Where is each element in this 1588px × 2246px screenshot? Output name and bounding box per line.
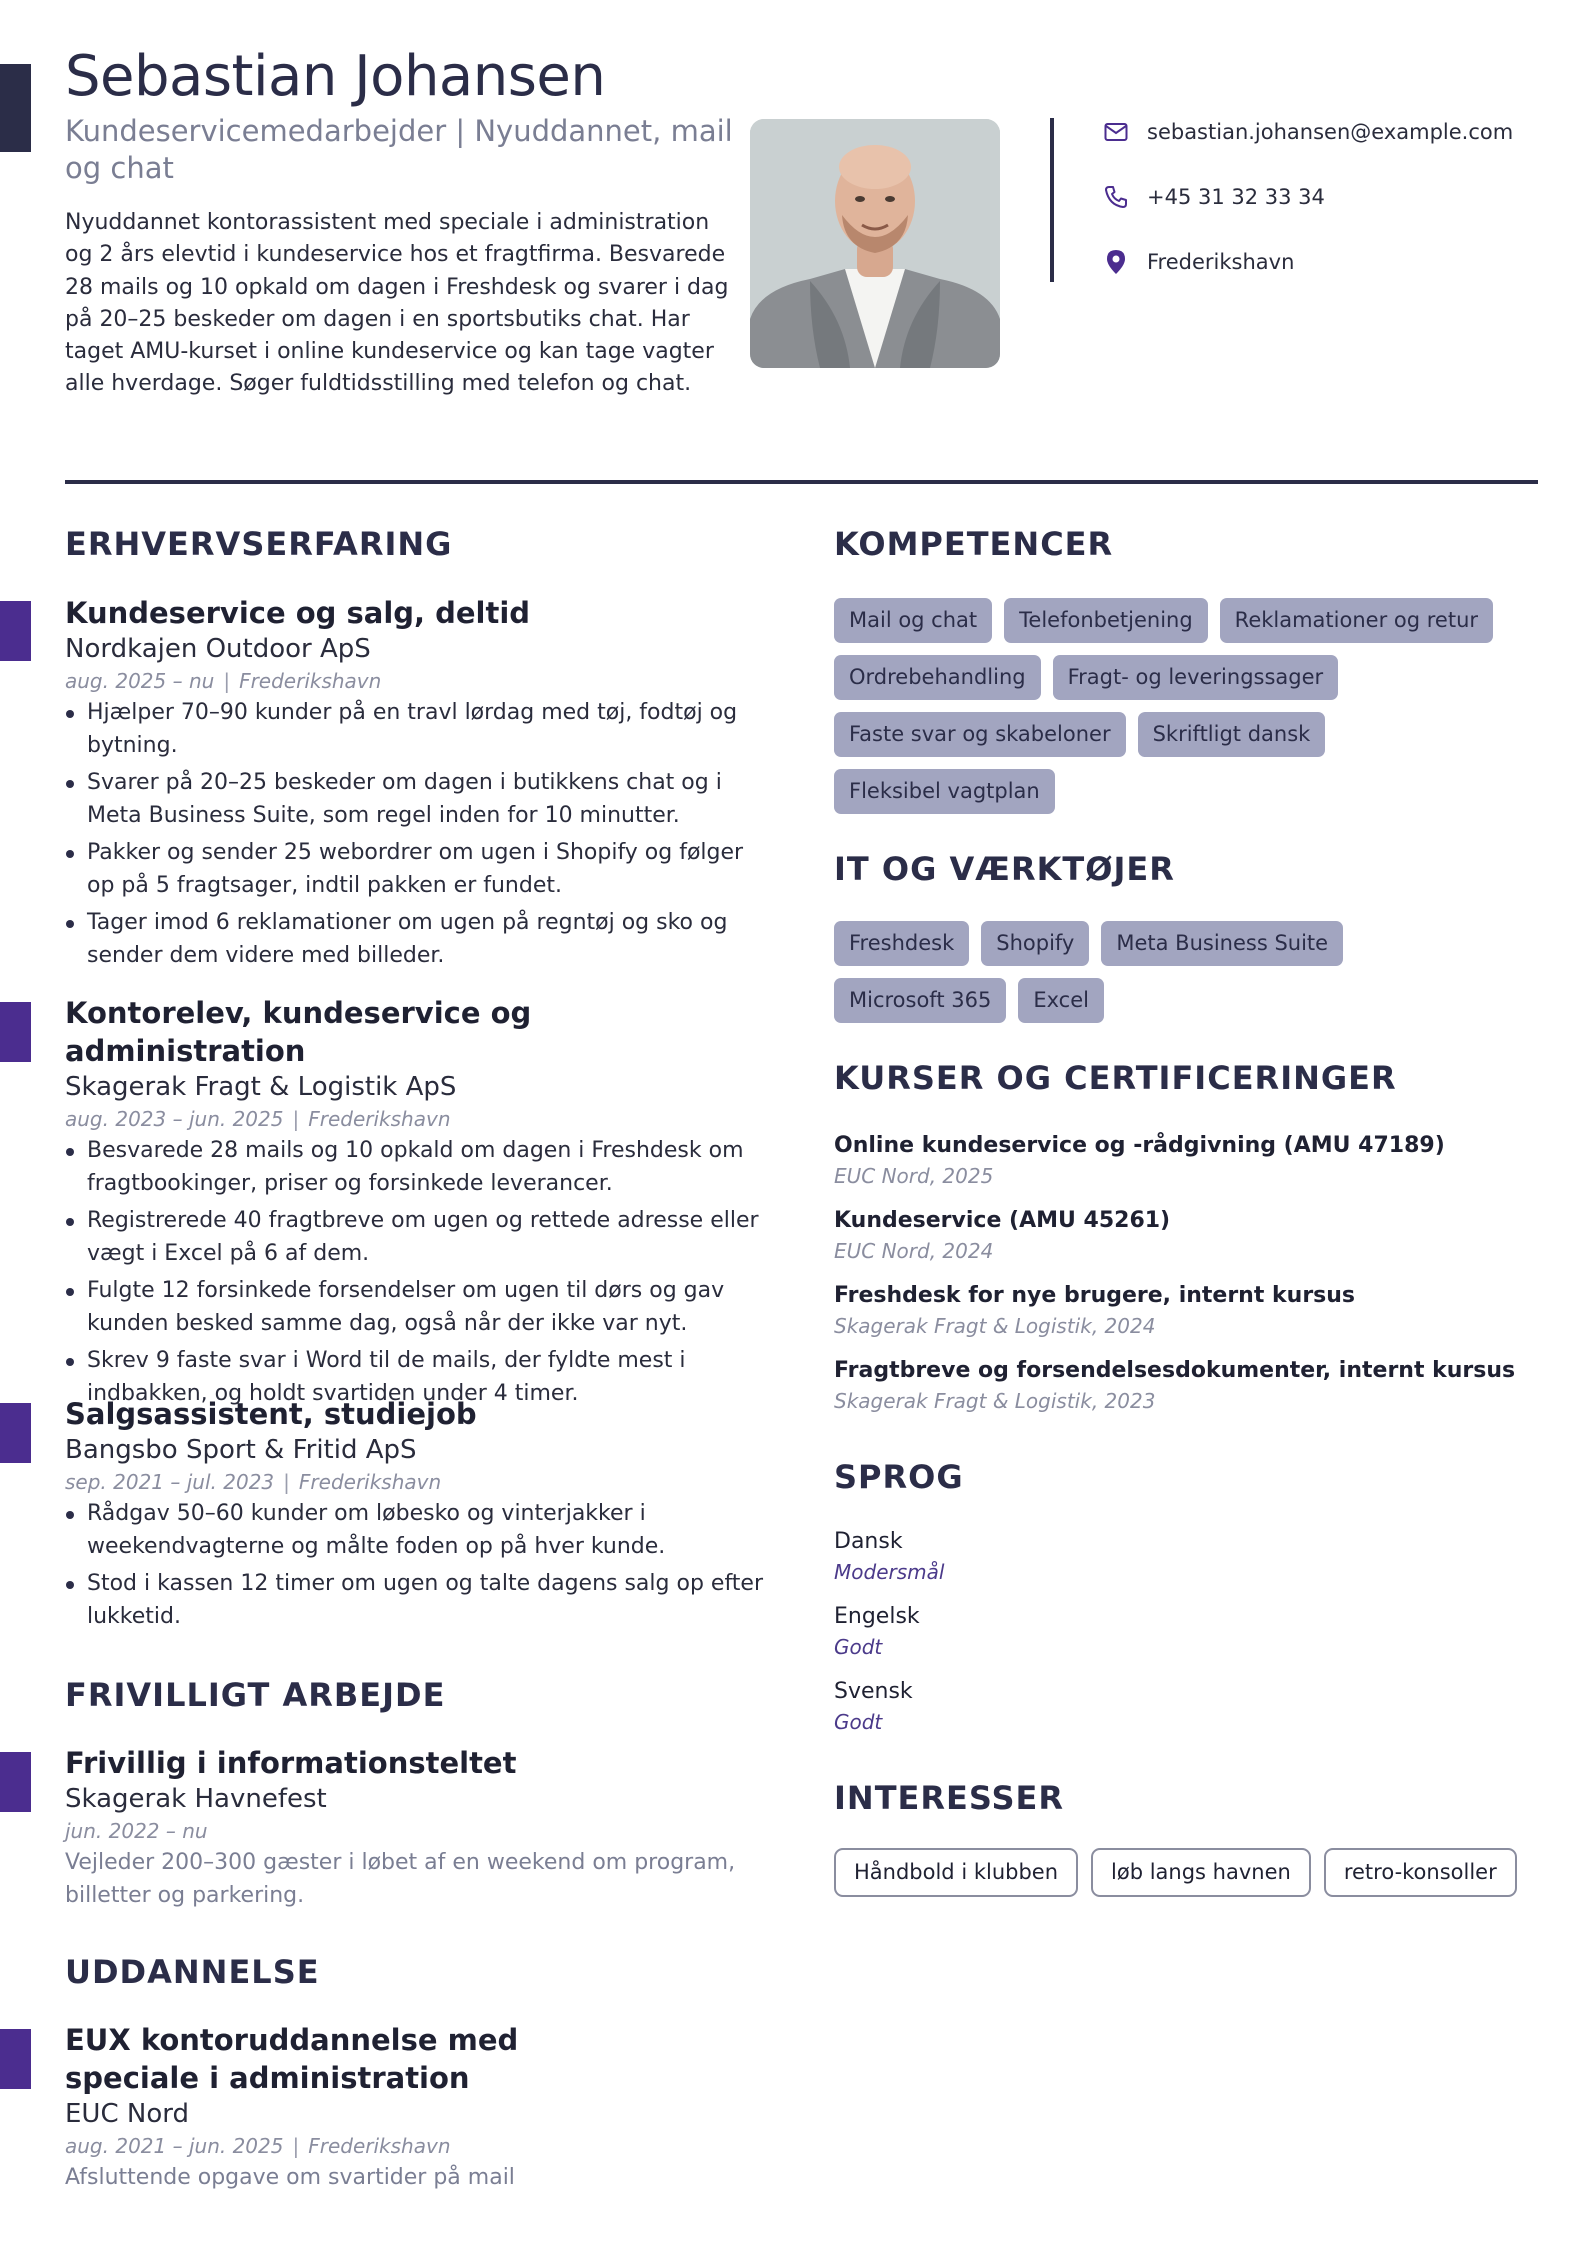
job-bullets [65,1134,765,1410]
course-name: Freshdesk for nye brugere, internt kursus [834,1283,1356,1308]
job-bullet: Skrev 9 faste svar i Word til de mails, der fyldte mest i indbakken, og holdt svartiden under 4 timer. [65,1344,765,1410]
job-location: Frederikshavn [239,669,382,693]
course-source: Skagerak Fragt & Logistik, 2024 [834,1314,1156,1338]
tool-chip: Microsoft 365 [834,978,1006,1023]
job-entry [65,994,765,1414]
course-item [834,1356,1534,1416]
job-bullets [65,696,765,972]
header-accent-bar [0,64,31,152]
language-name: Engelsk [834,1604,920,1629]
course-item [834,1206,1534,1266]
language-level: Godt [834,1635,883,1659]
contact-divider [1050,118,1054,282]
section-title-languages: SPROG [834,1458,964,1496]
education-dates: aug. 2021 – jun. 2025 [65,2134,284,2158]
job-bullet: Besvarede 28 mails og 10 opkald om dagen i Freshdesk om fragtbookinger, priser og forsinkede leverancer. [65,1134,765,1200]
job-org: Nordkajen Outdoor ApS [65,634,371,664]
education-location: Frederikshavn [308,2134,451,2158]
skill-chip: Reklamationer og retur [1220,598,1493,643]
email-text: sebastian.johansen@example.com [1147,120,1514,144]
job-dates: aug. 2025 – nu [65,669,215,693]
job-location: Frederikshavn [298,1470,442,1494]
skill-chip: Mail og chat [834,598,992,643]
section-title-skills: KOMPETENCER [834,525,1114,563]
course-item [834,1131,1534,1191]
job-entry [65,594,765,976]
language-name: Dansk [834,1529,903,1554]
candidate-name: Sebastian Johansen [65,44,606,109]
mail-icon [1103,119,1129,145]
skill-chip: Faste svar og skabeloner [834,712,1126,757]
tool-chip: Shopify [981,921,1089,966]
language-level: Godt [834,1710,883,1734]
course-name: Online kundeservice og -rådgivning (AMU 47189) [834,1133,1445,1158]
skills-chip-list [834,598,1534,826]
job-dates: sep. 2021 – jul. 2023 [65,1470,275,1494]
job-bullet: Pakker og sender 25 webordrer om ugen i Shopify og følger op på 5 fragtsager, indtil pakken er fundet. [65,836,765,902]
contact-location [1103,249,1294,275]
education-accent-bar [0,2029,31,2089]
contact-phone[interactable] [1103,184,1325,210]
tool-chip: Meta Business Suite [1101,921,1343,966]
section-title-courses: KURSER OG CERTIFICERINGER [834,1059,1397,1097]
candidate-headline: Kundeservicemedarbejder | Nyuddannet, mail og chat [65,114,733,185]
interest-chip: Håndbold i klubben [834,1848,1078,1897]
language-name: Svensk [834,1679,913,1704]
education-meta: aug. 2021 – jun. 2025 | Frederikshavn [65,2134,451,2158]
job-accent-bar [0,601,31,661]
job-dates: aug. 2023 – jun. 2025 [65,1107,284,1131]
section-title-education: UDDANNELSE [65,1953,320,1991]
job-bullet: Stod i kassen 12 timer om ugen og talte dagens salg op efter lukketid. [65,1567,765,1633]
tool-chip: Freshdesk [834,921,969,966]
volunteer-title: Frivillig i informationsteltet [65,1746,517,1780]
education-entry [65,2021,645,2194]
interests-chip-list [834,1848,1530,1897]
profile-photo [750,119,1000,368]
job-title: Kundeservice og salg, deltid [65,596,531,630]
section-title-experience: ERHVERVSERFARING [65,525,453,563]
course-source: Skagerak Fragt & Logistik, 2023 [834,1389,1156,1413]
location-pin-icon [1103,249,1129,275]
job-meta: aug. 2025 – nu | Frederikshavn [65,669,382,693]
education-org: EUC Nord [65,2099,189,2129]
course-name: Fragtbreve og forsendelsesdokumenter, internt kursus [834,1358,1516,1383]
job-entry [65,1395,765,1637]
section-title-interests: INTERESSER [834,1779,1065,1817]
job-bullet: Hjælper 70–90 kunder på en travl lørdag med tøj, fodtøj og bytning. [65,696,765,762]
profile-summary: Nyuddannet kontorassistent med speciale i administration og 2 års elevtid i kundeservice hos et fragtfirma. Besvarede 28 mails og 10 opkald om dagen i Freshdesk og svarer i dag på 20–25 beskeder om dagen i en sportsbutiks chat. Har taget AMU-kurset i online kundeservice og kan tage vagter alle hverdage. Søger fuldtidsstilling med telefon og chat. [65,210,729,397]
job-meta: aug. 2023 – jun. 2025 | Frederikshavn [65,1107,451,1131]
job-title: Salgsassistent, studiejob [65,1397,477,1431]
volunteer-org: Skagerak Havnefest [65,1784,327,1814]
volunteer-entry [65,1744,765,1912]
job-title: Kontorelev, kundeservice og administration [65,996,532,1068]
job-bullet: Fulgte 12 forsinkede forsendelser om ugen til dørs og gav kunden besked samme dag, også når der ikke var nyt. [65,1274,765,1340]
volunteer-desc: Vejleder 200–300 gæster i løbet af en weekend om program, billetter og parkering. [65,1850,736,1908]
volunteer-accent-bar [0,1752,31,1812]
volunteer-dates: jun. 2022 – nu [65,1819,208,1843]
skill-chip: Fleksibel vagtplan [834,769,1055,814]
job-bullet: Rådgav 50–60 kunder om løbesko og vinterjakker i weekendvagterne og målte foden op på hver kunde. [65,1497,765,1563]
course-name: Kundeservice (AMU 45261) [834,1208,1171,1233]
location-text: Frederikshavn [1147,250,1295,274]
job-org: Skagerak Fragt & Logistik ApS [65,1072,457,1102]
skill-chip: Fragt- og leveringssager [1053,655,1339,700]
language-item [834,1527,944,1587]
header-divider [65,480,1538,484]
job-meta: sep. 2021 – jul. 2023 | Frederikshavn [65,1470,442,1494]
interest-chip: retro-konsoller [1324,1848,1517,1897]
job-accent-bar [0,1002,31,1062]
interest-chip: løb langs havnen [1091,1848,1311,1897]
education-desc: Afsluttende opgave om svartider på mail [65,2165,515,2190]
skill-chip: Telefonbetjening [1004,598,1208,643]
language-item [834,1602,920,1662]
language-level: Modersmål [834,1560,945,1584]
job-location: Frederikshavn [308,1107,451,1131]
section-title-tools: IT OG VÆRKTØJER [834,850,1175,888]
tool-chip: Excel [1018,978,1104,1023]
job-accent-bar [0,1403,31,1463]
job-bullet: Svarer på 20–25 beskeder om dagen i butikkens chat og i Meta Business Suite, som regel inden for 10 minutter. [65,766,765,832]
job-org: Bangsbo Sport & Fritid ApS [65,1435,417,1465]
course-source: EUC Nord, 2025 [834,1164,994,1188]
language-item [834,1677,913,1737]
education-title: EUX kontoruddannelse med speciale i administration [65,2023,519,2095]
phone-icon [1103,184,1129,210]
job-bullet: Tager imod 6 reklamationer om ugen på regntøj og sko og sender dem videre med billeder. [65,906,765,972]
contact-email[interactable] [1103,119,1513,145]
job-bullet: Registrerede 40 fragtbreve om ugen og rettede adresse eller vægt i Excel på 6 af dem. [65,1204,765,1270]
skill-chip: Skriftligt dansk [1138,712,1326,757]
phone-text: +45 31 32 33 34 [1147,185,1325,209]
skill-chip: Ordrebehandling [834,655,1041,700]
course-item [834,1281,1534,1341]
tools-chip-list [834,921,1534,1035]
course-source: EUC Nord, 2024 [834,1239,994,1263]
job-bullets [65,1497,765,1633]
section-title-volunteer: FRIVILLIGT ARBEJDE [65,1676,446,1714]
